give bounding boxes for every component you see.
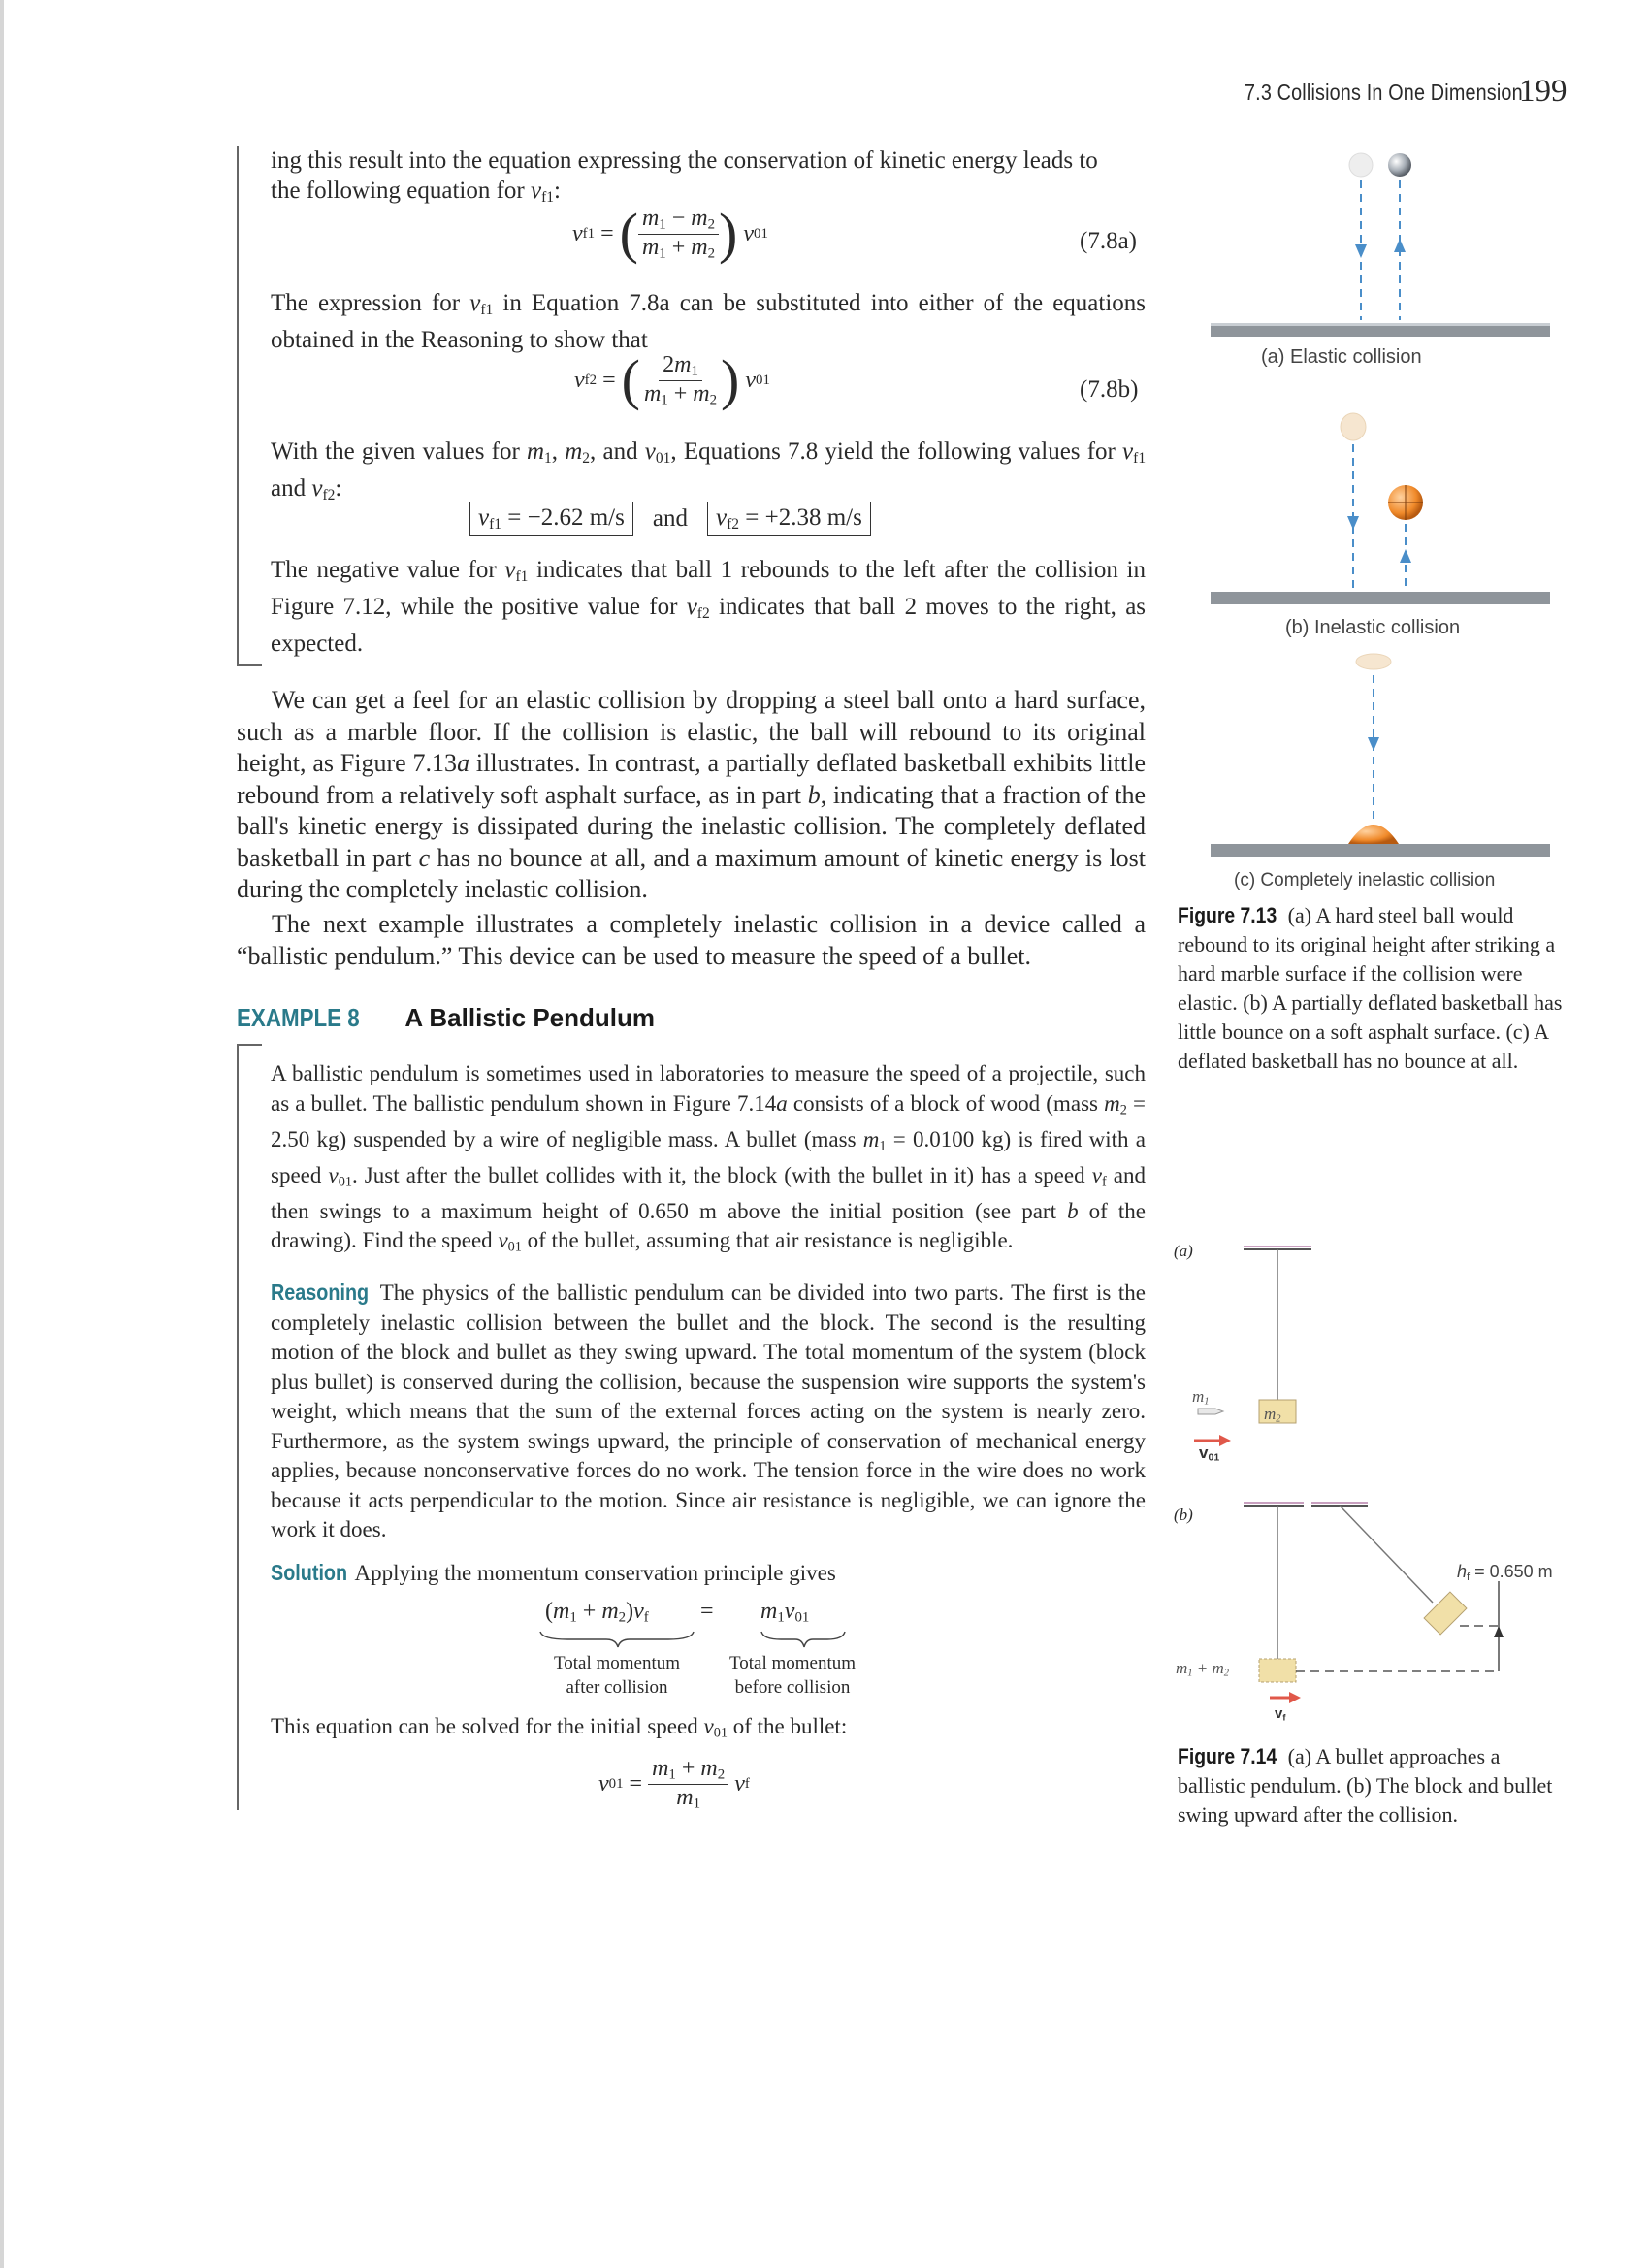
running-header: 7.3 Collisions In One Dimension xyxy=(1245,80,1523,105)
fig13-caption: Figure 7.13 (a) A hard steel ball would rebound to its original height after striking a hard marble surface if the collision were elastic. (b) A partially deflated basketball has little bounce on a soft asphalt surface. (c) A deflated basketball has no bounce at all. xyxy=(1178,903,1563,1073)
fig13-caption-a: (a) Elastic collision xyxy=(1261,346,1422,368)
fig13-caption-c: (c) Completely inelastic collision xyxy=(1234,870,1496,891)
figure-7-13 xyxy=(1193,136,1562,912)
momentum-equation: $(m_1 + m_2)v_f$ xyxy=(545,1599,649,1626)
steel-ball xyxy=(1388,153,1411,177)
example-header xyxy=(237,1003,655,1033)
fig13-caption-b: (b) Inelastic collision xyxy=(1285,617,1461,638)
fig14-caption: Figure 7.14 (a) A bullet approaches a ballistic pendulum. (b) The block and bullet swing upward after the collision. xyxy=(1178,1744,1553,1827)
equation-v01: v 01 = $\frac{m_1 + m_2}{m_1}$ v f xyxy=(598,1756,750,1812)
bullet xyxy=(1198,1409,1223,1414)
example-reasoning: Reasoning The physics of the ballistic pendulum can be divided into two parts. The first is the completely inelastic collision between the bullet and the block. The second is the resulting motion of the block and bullet as they swing upward. The total momentum of the system (block plus bullet) is conserved during the collision, because the suspension wire supports the system's weight, which means that the sum of the external forces acting on the system is nearly zero. Furthermore, as the system swings upward, the principle of conservation of mechanical energy applies, because nonconservative forces do no work. The tension force in the wire does no work because it acts perpendicular to the motion. Since air resistance is negligible, we can ignore the work it does. xyxy=(271,1280,1146,1541)
example-title: A Ballistic Pendulum xyxy=(404,1003,656,1032)
page-number: 199 xyxy=(1519,74,1568,109)
asphalt-floor xyxy=(1211,592,1550,604)
fig14-part-a: (a) xyxy=(1174,1242,1193,1260)
box1-para2: The expression for $v_{f1}$ in Equation 7.8a can be substituted into either of the equations obtained in the Reasoning to show that xyxy=(271,290,1147,353)
equation-7-8a: v f1 = ( $\frac{m_1 - m_2}{m_1 + m_2}$ ) v 01 xyxy=(572,202,768,266)
reasoning-label: Reasoning xyxy=(271,1280,370,1305)
box-bracket xyxy=(237,146,239,664)
brace-label-after: Total momentum after collision xyxy=(553,1653,681,1698)
equation-7-8b: v f2 = ( $\frac{2m_1}{m_1 + m_2}$ ) v 01 xyxy=(574,348,770,412)
result-vf1: $v_{f1} = -2.62$ m/s xyxy=(469,502,633,536)
eq-label-7-8a: (7.8a) xyxy=(1080,228,1137,254)
label-m1: $m_1$ xyxy=(1192,1387,1210,1408)
box1-para3: With the given values for $m_1$, $m_2$, and $v_{01}$, Equations 7.8 yield the following values for $v_{f1}$ and $v_{f2}$: xyxy=(271,438,1147,503)
example-label: EXAMPLE 8 xyxy=(237,1003,360,1032)
label-hf: $h_f = 0.650$ m xyxy=(1457,1562,1553,1583)
label-m2: $m_2$ xyxy=(1264,1405,1281,1425)
box1-intro: ing this result into the equation expressing the conservation of kinetic energy leads to the following equation for $v_{f1}$: xyxy=(271,147,1098,206)
floor-c xyxy=(1211,844,1550,857)
deflated-basketball xyxy=(1348,825,1399,844)
block-after-swing xyxy=(1424,1592,1467,1635)
result-vf2: $v_{f2} = +2.38$ m/s xyxy=(707,502,871,536)
example-solution: Solution Applying the momentum conservation principle gives xyxy=(271,1558,1146,1589)
label-vf: $v_f$ xyxy=(1275,1705,1286,1723)
label-m1m2: $m_1 + m_2$ xyxy=(1176,1659,1230,1679)
example-solve: This equation can be solved for the initial speed $v_{01}$ of the bullet: xyxy=(271,1714,848,1741)
underbraces xyxy=(538,1630,849,1649)
body-para2: The next example illustrates a completely inelastic collision in a device called a “ballistic pendulum.” This device can be used to measure the speed of a bullet. xyxy=(237,910,1146,970)
example-bracket xyxy=(237,1044,239,1810)
brace-label-before: Total momentum before collision xyxy=(728,1653,857,1698)
eq-label-7-8b: (7.8b) xyxy=(1080,376,1139,403)
box1-para4: The negative value for $v_{f1}$ indicates that ball 1 rebounds to the left after the collision in Figure 7.12, while the positive value for $v_{f2}$ indicates that ball 2 moves to the right, as expected. xyxy=(271,557,1147,657)
results-row: $v_{f1} = -2.62$ m/s and $v_{f2} = +2.38$ m/s xyxy=(469,502,871,536)
fig14-part-b: (b) xyxy=(1174,1506,1193,1524)
solution-label: Solution xyxy=(271,1560,348,1585)
label-v01: $v_{01}$ xyxy=(1199,1443,1220,1464)
figure-7-14 xyxy=(1179,1242,1586,1707)
body-para1: We can get a feel for an elastic collision by dropping a steel ball onto a hard surface, such as a marble floor. If the collision is elastic, the ball will rebound to its original height, as Figure 7.13a illustrates. In contrast, a partially deflated basketball exhibits little rebound from a relatively soft asphalt surface, as in part b, indicating that a fraction of the ball's kinetic energy is dissipated during the inelastic collision. The completely deflated basketball in part c has no bounce at all, and a maximum amount of kinetic energy is lost during the completely inelastic collision. xyxy=(237,686,1147,903)
scan-edge xyxy=(0,0,4,2268)
block-before-swing xyxy=(1259,1659,1296,1682)
example-problem: A ballistic pendulum is sometimes used in laboratories to measure the speed of a projectile, such as a bullet. The ballistic pendulum shown in Figure 7.14a consists of a block of wood (mass $m_2 = 2.50$ kg) suspended by a wire of negligible mass. A bullet (mass $m_1 = 0.0100$ kg) is fired with a speed $v_{01}$. Just after the bullet collides with it, the block (with the bullet in it) has a speed $v_f$ and then swings to a maximum height of 0.650 m above the initial position (see part b of the drawing). Find the speed $v_{01}$ of the bullet, assuming that air resistance is negligible. xyxy=(271,1061,1147,1255)
